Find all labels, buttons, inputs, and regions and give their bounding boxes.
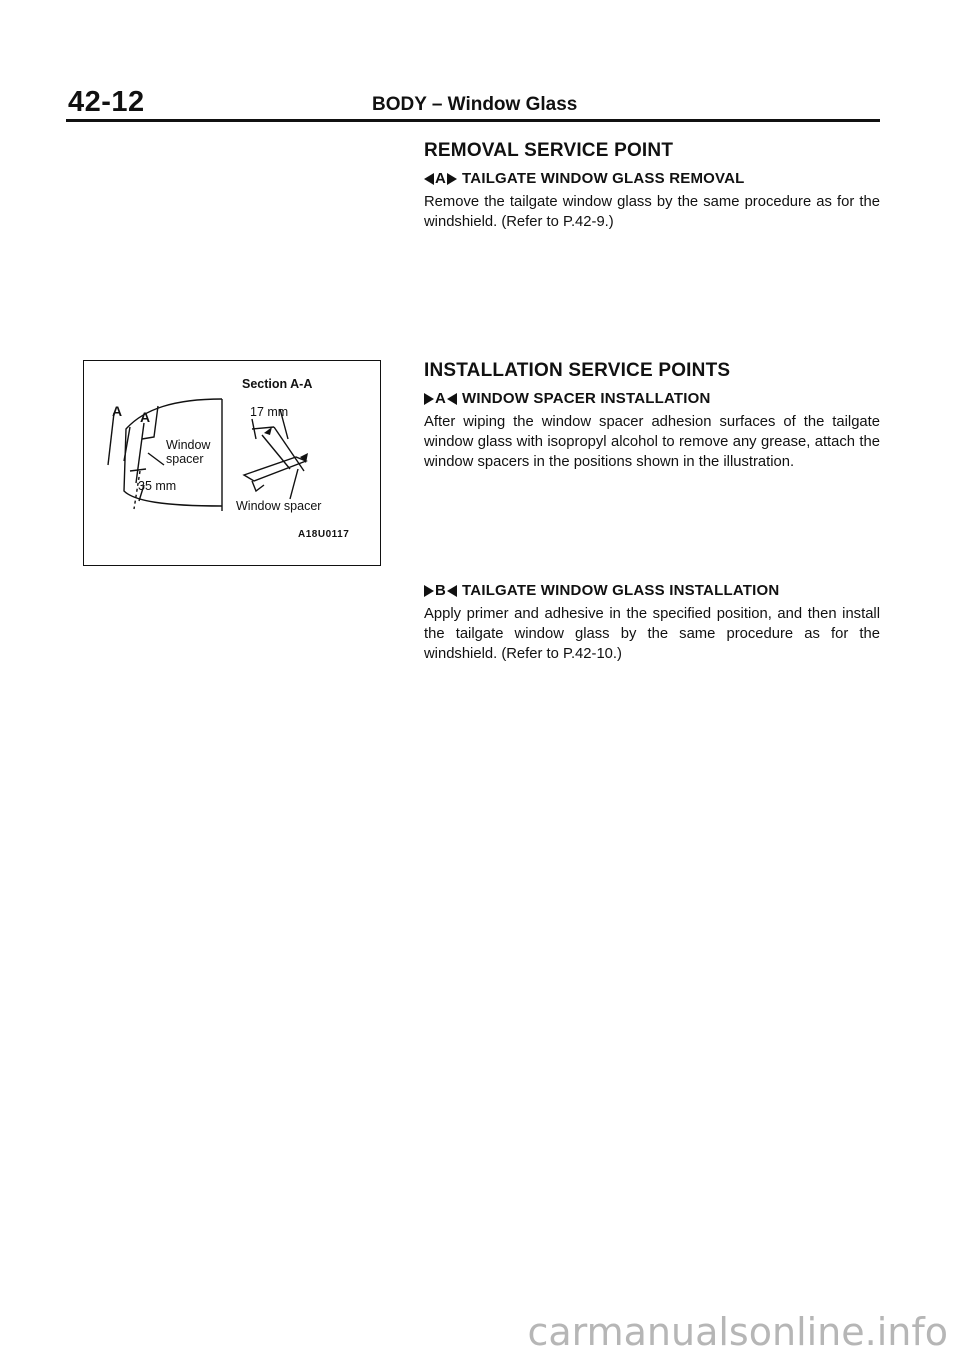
removal-heading: REMOVAL SERVICE POINT: [424, 140, 674, 161]
removal-subheading: [424, 170, 880, 187]
window-spacer-label-left: Window spacer: [166, 438, 211, 466]
inward-arrows-symbol: A: [424, 390, 457, 407]
installation-b-subheading: [424, 582, 880, 599]
removal-body: Remove the tailgate window glass by the same procedure as for the windshield. (Refer to P.42-9.): [424, 194, 880, 230]
installation-a-subheading: [424, 390, 880, 407]
header-rule: [66, 119, 880, 122]
marker-a-inner: A: [140, 409, 151, 425]
figure-code: A18U0117: [298, 529, 350, 540]
inward-arrows-symbol: B: [424, 582, 457, 599]
dimension-35mm: 35 mm: [138, 479, 177, 493]
installation-a-body: After wiping the window spacer adhesion surfaces of the tailgate window glass with isopropyl alcohol to remove any grease, attach the window spacers in the positions shown in the illustration.: [424, 414, 880, 470]
installation-b-subtitle: TAILGATE WINDOW GLASS INSTALLATION: [462, 582, 780, 599]
removal-subtitle: TAILGATE WINDOW GLASS REMOVAL: [462, 170, 745, 187]
page-number: 42-12: [68, 86, 145, 118]
installation-heading: INSTALLATION SERVICE POINTS: [424, 360, 731, 381]
dimension-17mm: 17 mm: [250, 405, 289, 419]
watermark: carmanualsonline.info: [527, 1310, 948, 1354]
window-spacer-label-right: Window spacer: [236, 499, 322, 513]
installation-a-subtitle: WINDOW SPACER INSTALLATION: [462, 390, 711, 407]
removal-section: [424, 140, 880, 232]
section-label: Section A-A: [242, 377, 313, 391]
outward-arrows-symbol: A: [424, 170, 457, 187]
installation-b-body: Apply primer and adhesive in the specified position, and then install the tailgate window glass by the same procedure as for the windshield. (Refer to P.42-10.): [424, 606, 880, 662]
marker-a-outer: A: [112, 403, 123, 419]
installation-b-section: [424, 582, 880, 664]
section-title: BODY – Window Glass: [372, 94, 578, 115]
illustration-figure: [83, 360, 381, 566]
installation-section: [424, 360, 880, 472]
